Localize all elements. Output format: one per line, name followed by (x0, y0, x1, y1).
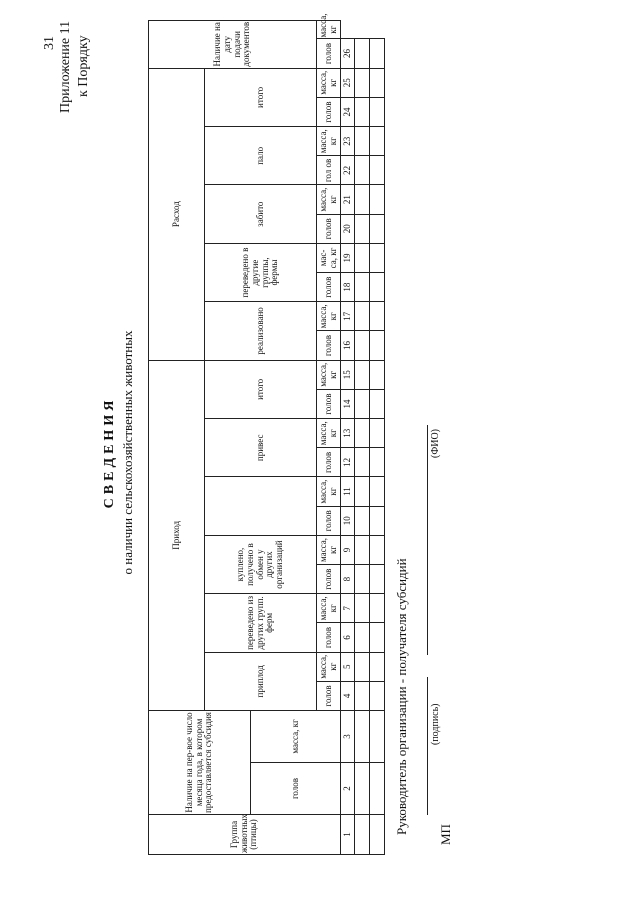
income-total-header: итого (205, 360, 317, 418)
signatory-label: Руководитель организации - получателя субсидий (394, 558, 409, 835)
column-number: 8 (341, 565, 355, 594)
header-row-1 (149, 21, 205, 855)
income-blank-header (205, 477, 317, 535)
column-number: 26 (341, 39, 355, 68)
expense-slaughtered-header: забито (205, 185, 317, 243)
income-bought-header: куплено, получено в обмен у других организаций (205, 535, 317, 593)
mass-subheader: масса, кг (317, 127, 341, 156)
mass-subheader: масса, кг (317, 594, 341, 623)
expense-header: Расход (149, 68, 205, 360)
heads-subheader: голов (317, 331, 341, 360)
expense-sold-header: реализовано (205, 302, 317, 360)
income-gain-header: привес (205, 419, 317, 477)
income-priplod-header: приплод (205, 652, 317, 710)
table-row (355, 21, 370, 855)
group-column-header: Группа животных (птицы) (149, 815, 341, 855)
column-number: 21 (341, 185, 355, 214)
column-number: 24 (341, 97, 355, 126)
livestock-table (148, 13, 385, 855)
column-number: 9 (341, 535, 355, 564)
mass-subheader: масса, кг (317, 185, 341, 214)
heads-subheader: голов (317, 273, 341, 302)
column-number: 19 (341, 243, 355, 272)
column-number: 6 (341, 623, 355, 652)
column-number: 25 (341, 68, 355, 97)
start-balance-header: Наличие на пер-вое число месяца года, в котором предоставляется субсидия (149, 710, 251, 814)
column-number: 11 (341, 477, 355, 506)
document-subtitle: о наличии сельскохозяйственных животных (120, 330, 135, 575)
heads-subheader: гол ов (317, 156, 341, 185)
column-number: 3 (341, 710, 355, 762)
expense-transferred-header: переведено в другие группы, фермы (205, 243, 317, 301)
mass-subheader: масса, кг (317, 535, 341, 564)
column-number: 2 (341, 763, 355, 815)
start-heads-header: голов (251, 763, 341, 815)
column-number: 12 (341, 448, 355, 477)
heads-subheader: голов (317, 681, 341, 710)
column-number: 1 (341, 815, 355, 855)
stamp-place: МП (438, 824, 453, 845)
mass-subheader: масса, кг (317, 68, 341, 97)
heads-subheader: голов (317, 448, 341, 477)
expense-total-header: итого (205, 68, 317, 126)
column-number: 10 (341, 506, 355, 535)
column-number: 18 (341, 273, 355, 302)
column-number: 4 (341, 681, 355, 710)
mass-subheader: масса, кг (317, 652, 341, 681)
column-number: 13 (341, 419, 355, 448)
heads-subheader: голов (317, 214, 341, 243)
column-number: 15 (341, 360, 355, 389)
mass-subheader: мас- са, кг (317, 243, 341, 272)
column-number-row (341, 21, 355, 855)
column-number: 16 (341, 331, 355, 360)
heads-subheader: голов (317, 506, 341, 535)
column-number: 5 (341, 652, 355, 681)
heads-subheader: голов (317, 39, 341, 68)
mass-subheader: масса, кг (317, 360, 341, 389)
income-transferred-header: переведено из других групп. ферм (205, 594, 317, 652)
heads-subheader: голов (317, 623, 341, 652)
signature-line (427, 677, 428, 815)
column-number: 17 (341, 302, 355, 331)
appendix-title: Приложение 11 (58, 20, 73, 113)
mass-subheader: масса, кг (317, 419, 341, 448)
column-number: 7 (341, 594, 355, 623)
start-mass-header: масса, кг (251, 710, 341, 762)
document-title: СВЕДЕНИЯ (102, 396, 117, 509)
income-header: Приход (149, 360, 205, 710)
column-number: 20 (341, 214, 355, 243)
signature-caption: (подпись) (430, 703, 441, 745)
column-number: 23 (341, 127, 355, 156)
heads-subheader: голов (317, 389, 341, 418)
expense-died-header: пало (205, 127, 317, 185)
mass-subheader: масса, кг (317, 302, 341, 331)
heads-subheader: голов (317, 565, 341, 594)
heads-subheader: голов (317, 97, 341, 126)
column-number: 22 (341, 156, 355, 185)
appendix-reference: к Порядку (76, 35, 91, 97)
column-number: 14 (341, 389, 355, 418)
mass-subheader: масса, кг (317, 21, 341, 39)
end-balance-header: Наличие на дату подачи документов (149, 21, 317, 69)
name-caption: (ФИО) (430, 428, 441, 458)
page-number: 31 (42, 36, 57, 50)
mass-subheader: масса, кг (317, 477, 341, 506)
table-row (370, 21, 385, 855)
name-line (427, 425, 428, 655)
